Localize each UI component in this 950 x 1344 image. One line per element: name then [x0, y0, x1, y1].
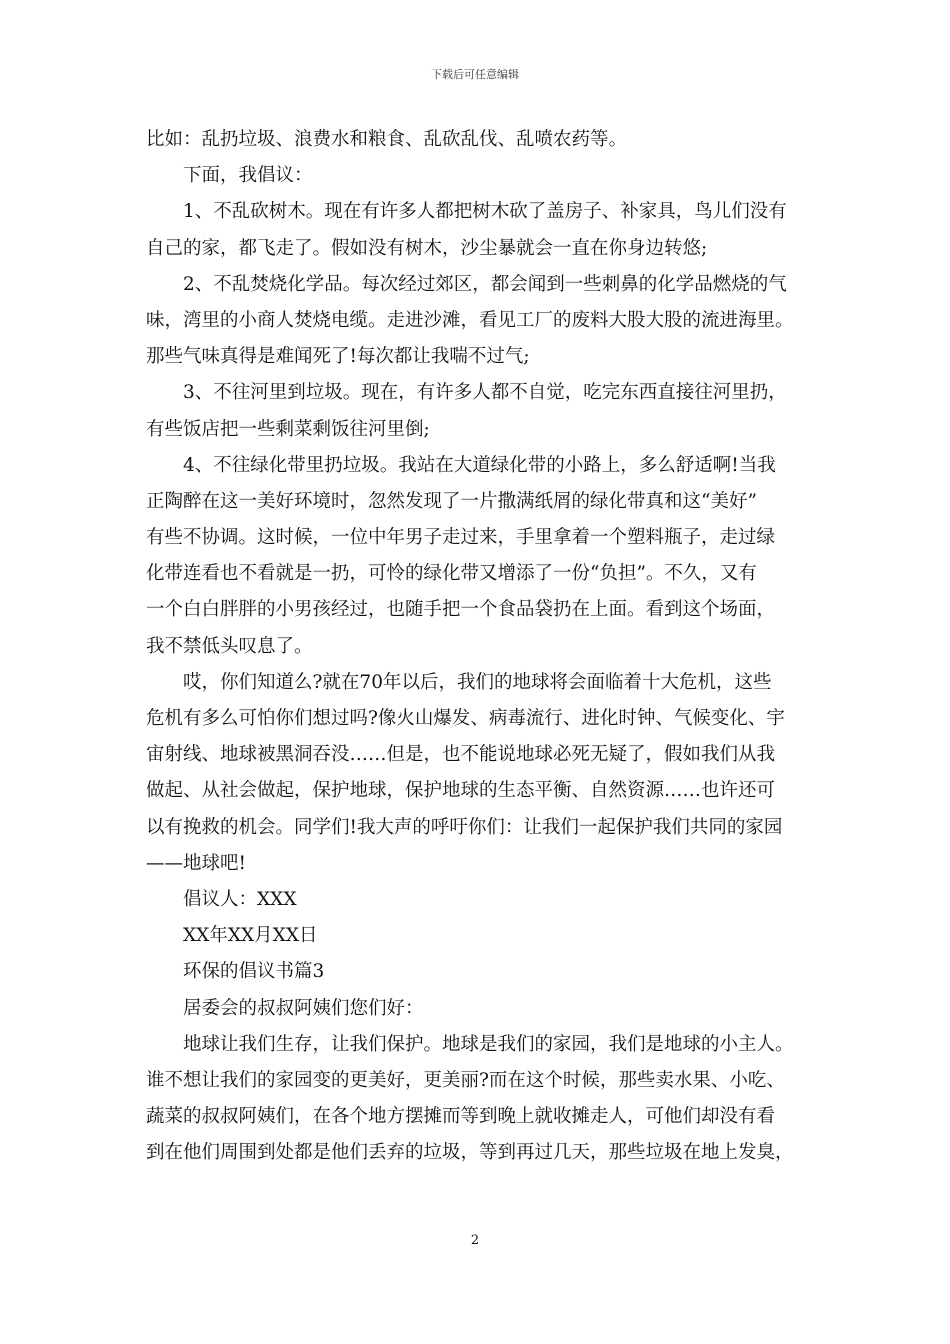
text-line: 有些不协调。这时候，一位中年男子走过来，手里拿着一个塑料瓶子，走过绿	[146, 527, 776, 549]
text-line: 2、不乱焚烧化学品。每次经过郊区，都会闻到一些刺鼻的化学品燃烧的气	[183, 273, 787, 295]
text-line: 正陶醉在这一美好环境时，忽然发现了一片撒满纸屑的绿化带真和这“美好”	[146, 490, 757, 512]
text-line: 3、不往河里到垃圾。现在，有许多人都不自觉，吃完东西直接往河里扔，	[183, 382, 787, 404]
text-line: 有些饭店把一些剩菜剩饭往河里倒;	[146, 418, 430, 440]
text-line: 地球让我们生存，让我们保护。地球是我们的家园，我们是地球的小主人。	[183, 1033, 794, 1055]
text-line: 比如：乱扔垃圾、浪费水和粮食、乱砍乱伐、乱喷农药等。	[146, 129, 628, 150]
text-line: 宙射线、地球被黑洞吞没……但是，也不能说地球必死无疑了，假如我们从我	[146, 744, 776, 766]
text-line: 以有挽救的机会。同学们!我大声的呼吁你们：让我们一起保护我们共同的家园	[146, 816, 783, 838]
text-line: 蔬菜的叔叔阿姨们，在各个地方摆摊而等到晚上就收摊走人，可他们却没有看	[146, 1106, 776, 1128]
text-line: 1、不乱砍树木。现在有许多人都把树木砍了盖房子、补家具，鸟儿们没有	[183, 201, 787, 223]
text-line: 自己的家，都飞走了。假如没有树木，沙尘暴就会一直在你身边转悠;	[146, 237, 708, 259]
text-line: 一个白白胖胖的小男孩经过，也随手把一个食品袋扔在上面。看到这个场面，	[146, 599, 776, 621]
salutation-line: 居委会的叔叔阿姨们您们好：	[183, 997, 424, 1019]
section-title: 环保的倡议书篇3	[183, 961, 325, 983]
text-line: 我不禁低头叹息了。	[146, 635, 313, 657]
document-body	[146, 122, 822, 1171]
text-line: 做起、从社会做起，保护地球，保护地球的生态平衡、自然资源……也许还可	[146, 780, 776, 802]
text-line: 那些气味真得是难闻死了!每次都让我喘不过气;	[146, 346, 530, 368]
text-line: 哎，你们知道么?就在70年以后，我们的地球将会面临着十大危机，这些	[183, 671, 772, 693]
text-line: 谁不想让我们的家园变的更美好，更美丽?而在这个时候，那些卖水果、小吃、	[146, 1069, 785, 1091]
text-line: 化带连看也不看就是一扔，可怜的绿化带又增添了一份“负担”。不久，又有	[146, 563, 757, 585]
text-line: 味，湾里的小商人焚烧电缆。走进沙滩，看见工厂的废料大股大股的流进海里。	[146, 309, 794, 331]
signature-line: 倡议人：XXX	[183, 888, 297, 910]
date-line: XX年XX月XX日	[183, 925, 318, 947]
text-line: 到在他们周围到处都是他们丢弃的垃圾，等到再过几天，那些垃圾在地上发臭，	[146, 1142, 794, 1164]
page-header: 下载后可任意编辑	[431, 68, 519, 81]
text-line: 4、不往绿化带里扔垃圾。我站在大道绿化带的小路上，多么舒适啊!当我	[183, 454, 776, 476]
page-number: 2	[470, 1233, 480, 1248]
text-line: 危机有多么可怕你们想过吗?像火山爆发、病毒流行、进化时钟、气候变化、宇	[146, 708, 785, 729]
text-line: 下面，我倡议：	[183, 165, 313, 187]
text-line: ——地球吧!	[146, 852, 246, 874]
